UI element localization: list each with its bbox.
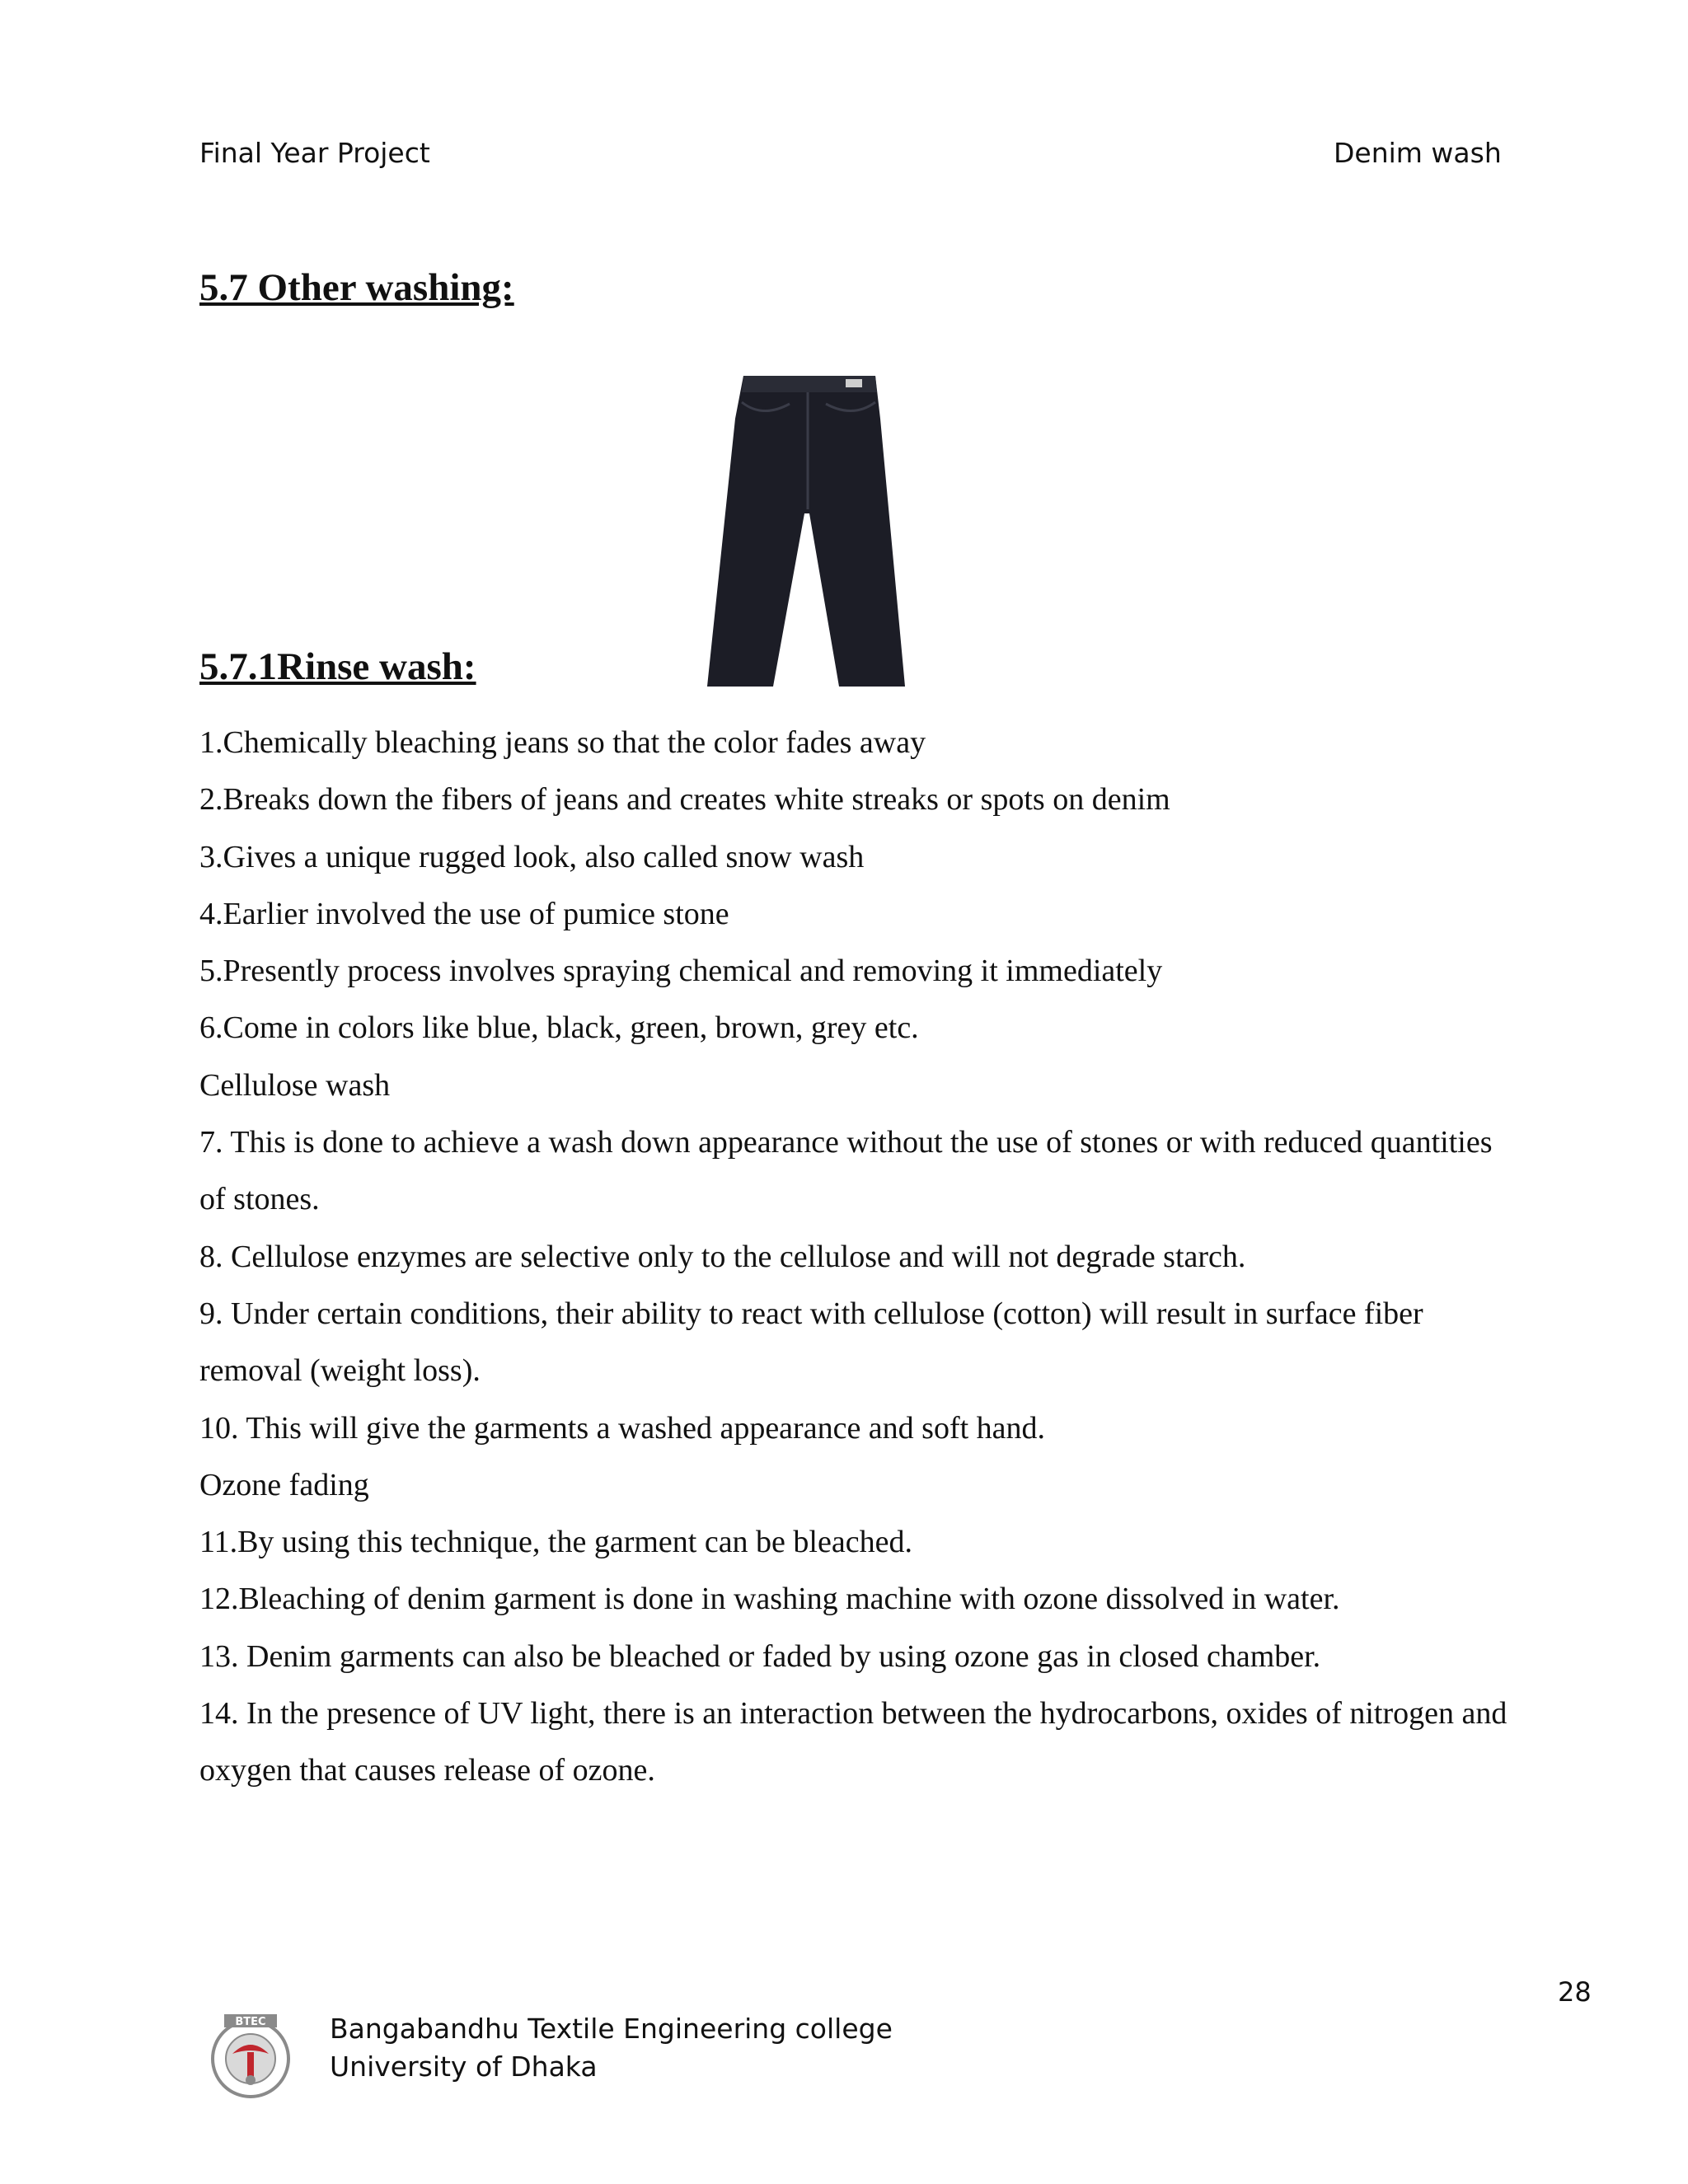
- jeans-label: [846, 379, 862, 387]
- text-line: 1.Chemically bleaching jeans so that the color fades away: [199, 725, 926, 760]
- body-text: [199, 715, 1601, 1800]
- text-line: 13. Denim garments can also be bleached or faded by using ozone gas in closed chamber.: [199, 1638, 1321, 1674]
- text-line: 10. This will give the garments a washed appearance and soft hand.: [199, 1410, 1046, 1446]
- page-number: 28: [1558, 1976, 1592, 2008]
- text-line: Ozone fading: [199, 1467, 369, 1502]
- text-line: 2.Breaks down the fibers of jeans and creates white streaks or spots on denim: [199, 782, 1170, 818]
- text-line: Cellulose wash: [199, 1067, 391, 1103]
- text-line: 8. Cellulose enzymes are selective only to the cellulose and will not degrade starch.: [199, 1239, 1246, 1274]
- text-line: 11.By using this technique, the garment can be bleached.: [199, 1525, 912, 1560]
- header-left: Final Year Project: [199, 137, 430, 169]
- text-line: 14. In the presence of UV light, there is an interaction between the hydrocarbons, oxides of nitrogen and: [199, 1696, 1507, 1732]
- text-line: of stones.: [199, 1182, 320, 1217]
- footer-university: University of Dhaka: [330, 2050, 598, 2083]
- section-title: 5.7 Other washing:: [199, 266, 514, 309]
- logo-acronym: BTEC: [235, 2016, 266, 2028]
- text-line: 5.Presently process involves spraying chemical and removing it immediately: [199, 954, 1163, 989]
- text-line: 4.Earlier involved the use of pumice stone: [199, 896, 729, 931]
- text-line: 7. This is done to achieve a wash down appearance without the use of stones or with reduced quantities: [199, 1125, 1493, 1160]
- text-line: 3.Gives a unique rugged look, also called snow wash: [199, 839, 865, 874]
- text-line: oxygen that causes release of ozone.: [199, 1753, 655, 1788]
- header-right: Denim wash: [1334, 137, 1502, 169]
- text-line: 6.Come in colors like blue, black, green, brown, grey etc.: [199, 1010, 919, 1046]
- college-logo: [208, 2011, 293, 2100]
- text-line: 12.Bleaching of denim garment is done in washing machine with ozone dissolved in water.: [199, 1582, 1340, 1617]
- text-line: removal (weight loss).: [199, 1353, 481, 1389]
- subsection-title: 5.7.1Rinse wash:: [199, 645, 476, 688]
- footer-college: Bangabandhu Textile Engineering college: [330, 2013, 893, 2045]
- jeans-shape: [707, 376, 905, 687]
- text-line: 9. Under certain conditions, their ability to react with cellulose (cotton) will result in surface fiber: [199, 1296, 1423, 1331]
- jeans-image: [684, 369, 931, 691]
